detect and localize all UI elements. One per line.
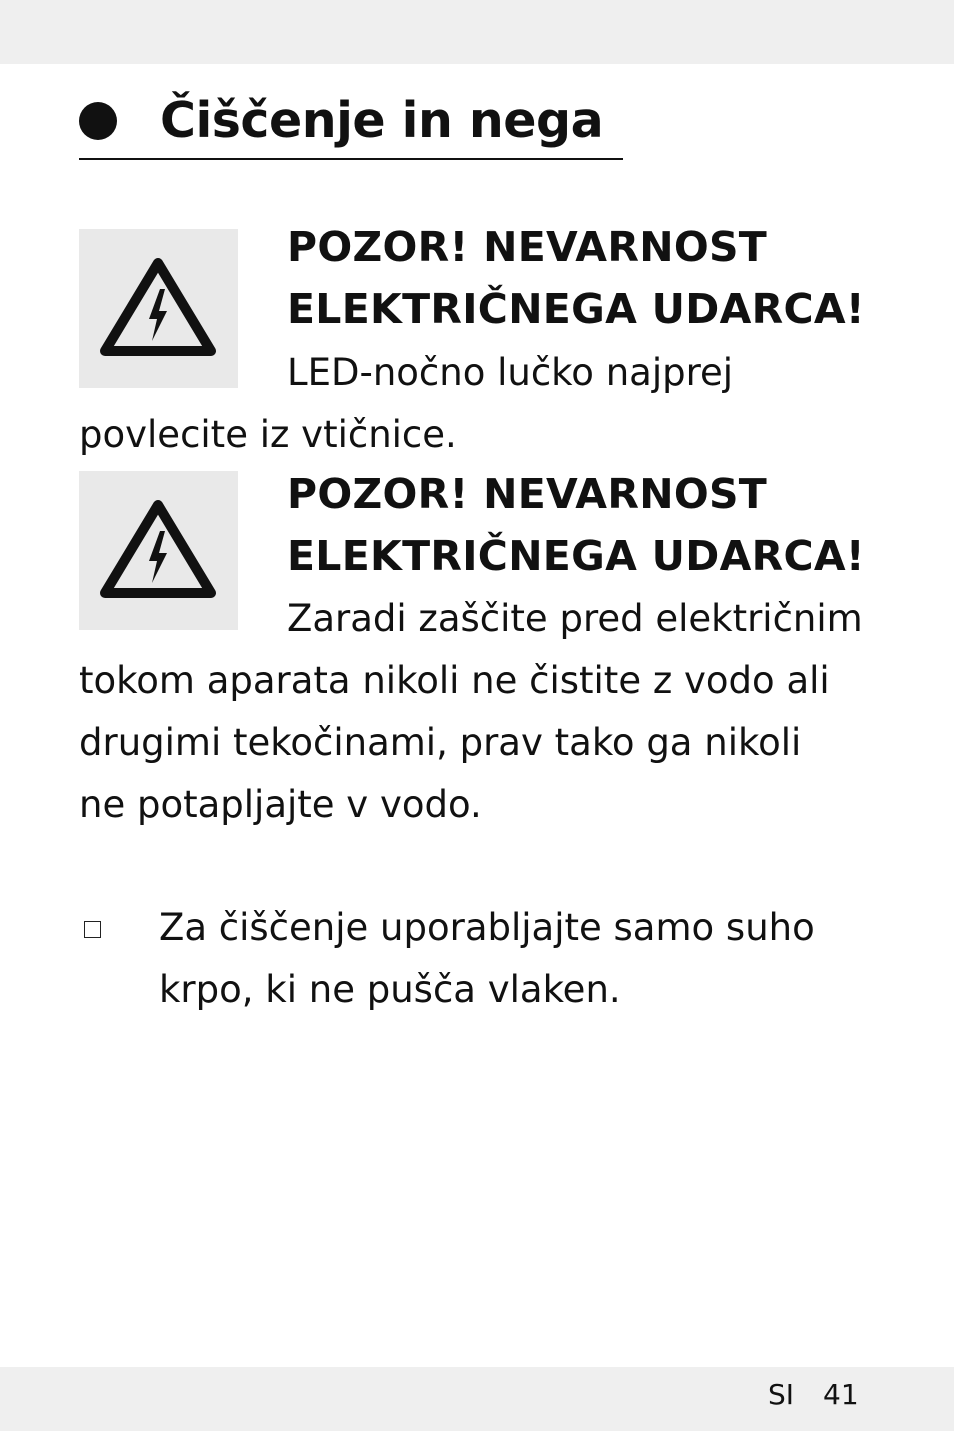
warning-title-line: ELEKTRIČNEGA UDARCA! xyxy=(287,532,865,580)
footer-language: SI xyxy=(768,1378,795,1411)
warning-body-line: Zaradi zaščite pred električnim xyxy=(287,597,863,640)
warning-title-line: ELEKTRIČNEGA UDARCA! xyxy=(287,285,865,333)
heading-bullet-icon xyxy=(79,102,117,140)
list-item-line: krpo, ki ne pušča vlaken. xyxy=(159,968,621,1011)
footer-page-number: 41 xyxy=(823,1378,859,1411)
section-heading xyxy=(79,88,623,160)
warning-body-line: drugimi tekočinami, prav tako ga nikoli xyxy=(79,721,802,764)
electric-hazard-icon xyxy=(79,471,238,630)
warning-body-line: tokom aparata nikoli ne čistite z vodo ali xyxy=(79,659,830,702)
warning-body-line: LED-nočno lučko najprej xyxy=(287,351,734,394)
electric-hazard-icon xyxy=(79,229,238,388)
page-header-band xyxy=(0,0,954,64)
warning-body-line: ne potapljajte v vodo. xyxy=(79,783,482,826)
page-footer-band xyxy=(0,1367,954,1431)
warning-body-line: povlecite iz vtičnice. xyxy=(79,413,457,456)
list-item-line: Za čiščenje uporabljajte samo suho xyxy=(159,906,815,949)
page-title: Čiščenje in nega xyxy=(160,92,604,149)
warning-title-line: POZOR! NEVARNOST xyxy=(287,223,768,271)
checkbox-icon xyxy=(84,921,101,938)
warning-title-line: POZOR! NEVARNOST xyxy=(287,470,768,518)
